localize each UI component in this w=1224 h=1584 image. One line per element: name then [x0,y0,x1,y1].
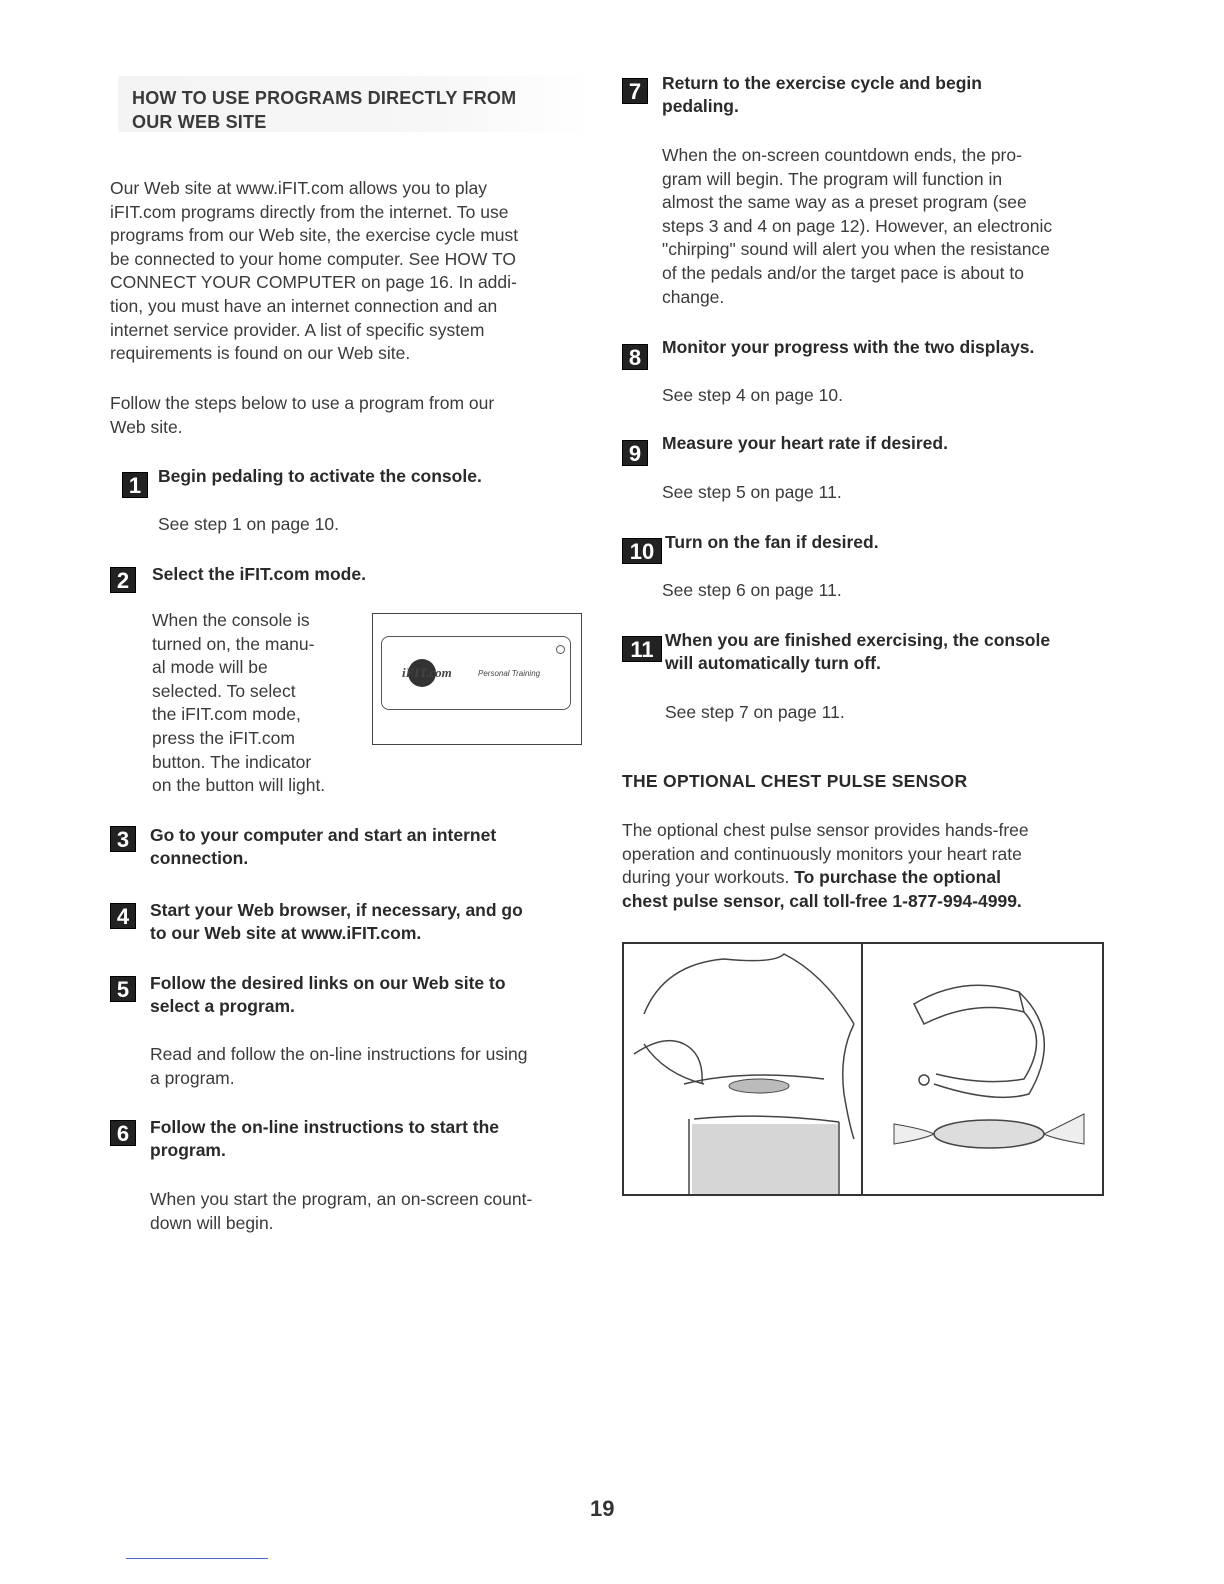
follow-paragraph [110,392,590,439]
step-7-title-line: Return to the exercise cycle and begin [662,73,982,93]
step-7-line: "chirping" sound will alert you when the resistance [662,239,1050,260]
step-3-title-line: connection. [150,848,249,868]
follow-line: Web site. [110,416,183,437]
step-6-title-line: Follow the on-line instructions to start the [150,1117,500,1137]
footer-rule [126,1558,268,1559]
step-2-body [152,609,372,798]
step-6-badge: 6 [110,1120,136,1146]
step-9-body: See step 5 on page 11. [662,482,842,502]
step-6-body [150,1188,532,1235]
step-2-line: selected. To select [152,680,296,701]
step-6-title [150,1116,499,1162]
strap-drawing [914,985,1044,1097]
ifit-brand: iFIT.com [402,665,452,680]
indicator-light-icon [556,645,565,654]
intro-line: tion, you must have an internet connection and an [110,295,498,316]
step-8-title: Monitor your progress with the two displays. [662,337,1035,357]
step-4-title-line: Start your Web browser, if necessary, and go [150,900,523,920]
step-11-title-line: When you are finished exercising, the console [665,630,1051,650]
step-7-line: almost the same way as a preset program (see [662,192,1027,213]
step-2-line: When the console is [152,610,310,630]
chest-line: operation and continuously monitors your heart rate [622,843,1022,864]
intro-line: programs from our Web site, the exercise cycle must [110,225,519,246]
step-6-line: down will begin. [150,1212,274,1233]
step-7-line: gram will begin. The program will function in [662,168,1003,189]
follow-line: Follow the steps below to use a program from our [110,393,495,413]
intro-line: requirements is found on our Web site. [110,343,411,364]
step-8-badge: 8 [622,344,648,370]
step-5-line: a program. [150,1067,235,1088]
step-2-line: press the iFIT.com [152,727,295,748]
step-7-title [662,72,982,118]
step-7-line: change. [662,286,725,307]
step-11-title [665,629,1050,675]
chest-sensor-heading: THE OPTIONAL CHEST PULSE SENSOR [622,771,968,791]
step-11-body: See step 7 on page 11. [665,702,845,722]
step-10-body: See step 6 on page 11. [662,580,842,600]
step-9-badge: 9 [622,440,648,466]
step-4-badge: 4 [110,903,136,929]
section-heading [118,76,588,132]
intro-line: internet service provider. A list of specific system [110,319,485,340]
ifit-tagline: Personal Training [478,669,541,678]
step-2-line: button. The indicator [152,751,312,772]
intro-line: iFIT.com programs directly from the internet. To use [110,201,509,222]
step-5-title [150,972,506,1018]
chest-line: The optional chest pulse sensor provides hands-free [622,820,1029,840]
chest-purchase-text: To purchase the optional [794,867,1001,888]
step-3-badge: 3 [110,826,136,852]
step-3-title [150,824,496,870]
step-1-body: See step 1 on page 10. [158,514,339,534]
step-7-line: of the pedals and/or the target pace is about to [662,262,1024,283]
step-4-title [150,899,523,945]
step-6-title-line: program. [150,1140,226,1160]
step-2-badge: 2 [110,567,136,593]
step-10-title: Turn on the fan if desired. [665,532,879,552]
intro-paragraph [110,177,590,366]
step-7-line: steps 3 and 4 on page 12). However, an electronic [662,215,1053,236]
step-7-body [662,144,1112,309]
step-9-title: Measure your heart rate if desired. [662,433,948,453]
step-3-title-line: Go to your computer and start an internet [150,825,497,845]
step-1-title: Begin pedaling to activate the console. [158,466,482,486]
step-2-line: turned on, the manu- [152,633,315,654]
step-5-badge: 5 [110,976,136,1002]
transmitter-drawing [934,1120,1044,1148]
step-2-line: on the button will light. [152,775,326,796]
step-8-body: See step 4 on page 10. [662,385,843,405]
chest-strap-sensor [729,1079,789,1093]
step-7-badge: 7 [622,78,648,104]
intro-line: CONNECT YOUR COMPUTER on page 16. In addi- [110,272,517,293]
step-2-line: the iFIT.com mode, [152,704,301,725]
chest-sensor-figure [622,942,1104,1196]
chest-phone-text: chest pulse sensor, call toll-free 1-877-994-4999. [622,890,1022,911]
step-7-line: When the on-screen countdown ends, the pro- [662,145,1022,165]
step-5-title-line: select a program. [150,996,295,1016]
step-2-line: al mode will be [152,657,268,678]
heading-line-1: HOW TO USE PROGRAMS DIRECTLY FROM [132,88,517,108]
chest-sensor-illustration [624,944,1102,1194]
step-5-title-line: Follow the desired links on our Web site to [150,973,506,993]
page-number: 19 [590,1496,615,1521]
step-7-title-line: pedaling. [662,96,739,116]
step-6-line: When you start the program, an on-screen count- [150,1189,533,1209]
step-5-line: Read and follow the on-line instructions for using [150,1044,528,1064]
ifit-button-figure [372,613,582,745]
heading-line-2: OUR WEB SITE [132,112,267,132]
chest-sensor-paragraph [622,819,1102,913]
step-4-title-line: to our Web site at www.iFIT.com. [150,923,422,943]
ifit-button [381,636,571,710]
step-11-title-line: will automatically turn off. [665,653,881,673]
shorts-drawing [692,1124,838,1194]
step-2-title: Select the iFIT.com mode. [152,564,366,584]
intro-line: Our Web site at www.iFIT.com allows you to play [110,178,488,198]
intro-line: be connected to your home computer. See HOW TO [110,248,516,269]
step-1-badge: 1 [122,472,148,498]
step-5-body [150,1043,527,1090]
step-11-badge: 11 [622,636,662,662]
step-10-badge: 10 [622,538,662,564]
chest-line: during your workouts. [622,867,790,888]
